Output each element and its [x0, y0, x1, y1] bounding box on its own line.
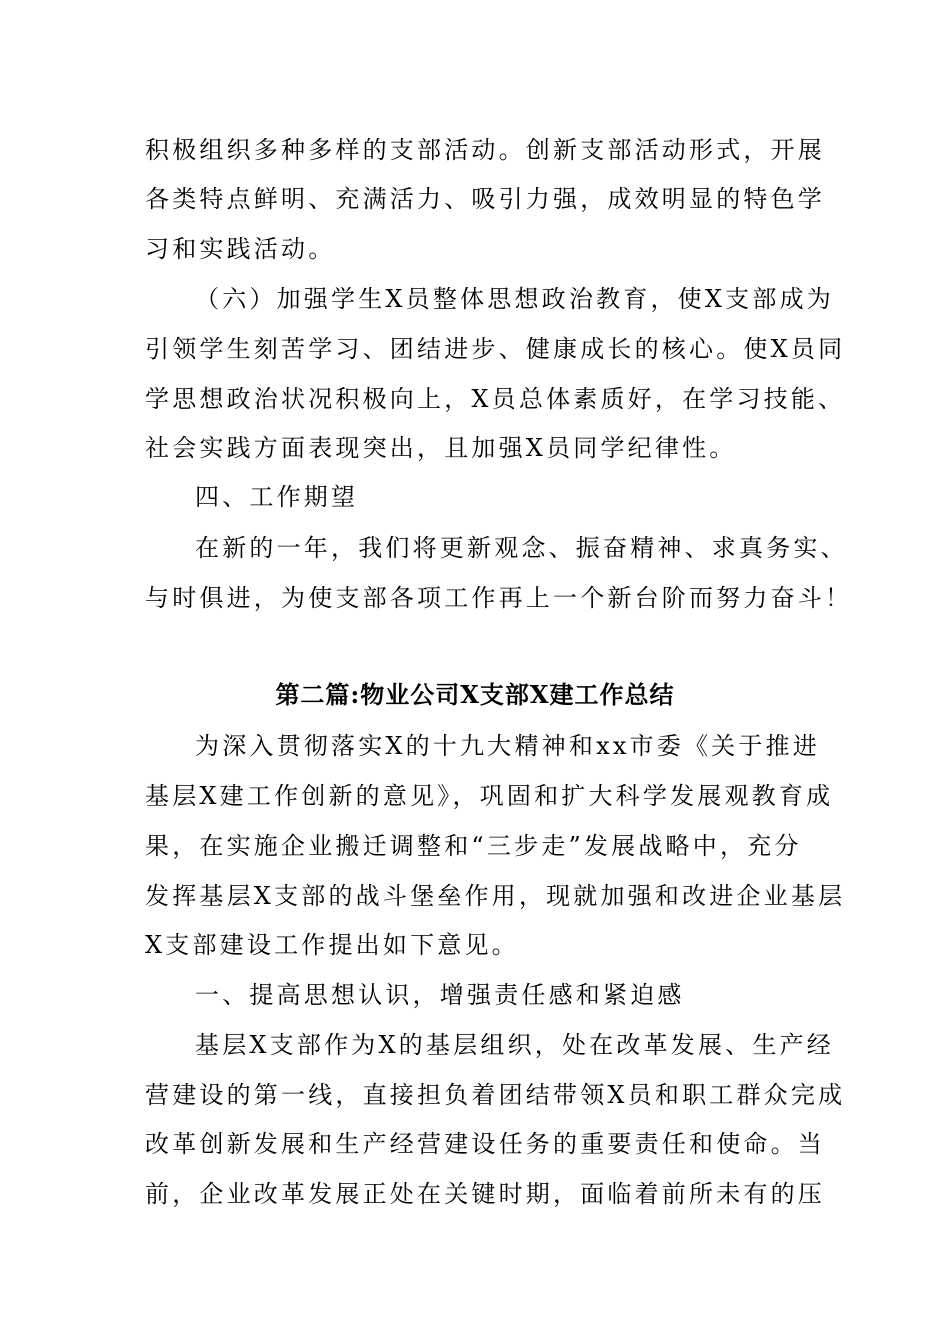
paragraph-line: 前，企业改革发展正处在关键时期，面临着前所未有的压: [145, 1180, 825, 1208]
paragraph-line: 改革创新发展和生产经营建设任务的重要责任和使命。当: [145, 1130, 825, 1158]
paragraph-line: 引领学生刻苦学习、团结进步、健康成长的核心。使X员同: [145, 335, 846, 363]
paragraph-line: 果，在实施企业搬迁调整和“三步走”发展战略中，充分: [145, 832, 802, 860]
paragraph-line: 发挥基层X支部的战斗堡垒作用，现就加强和改进企业基层: [145, 882, 846, 910]
section-heading: 一、提高思想认识，增强责任感和紧迫感: [195, 981, 685, 1009]
paragraph-line: 习和实践活动。: [145, 235, 336, 263]
paragraph-line: （六）加强学生X员整体思想政治教育，使X支部成为: [195, 285, 834, 313]
paragraph-line: 营建设的第一线，直接担负着团结带领X员和职工群众完成: [145, 1081, 846, 1109]
paragraph-line: 学思想政治状况积极向上，X员总体素质好，在学习技能、: [145, 385, 846, 413]
paragraph-line: X支部建设工作提出如下意见。: [145, 931, 519, 959]
section-title: 第二篇:物业公司X支部X建工作总结: [275, 680, 675, 709]
paragraph-line: 社会实践方面表现突出，且加强X员同学纪律性。: [145, 434, 737, 462]
paragraph-line: 各类特点鲜明、充满活力、吸引力强，成效明显的特色学: [145, 185, 825, 213]
paragraph-line: 基层X支部作为X的基层组织，处在改革发展、生产经: [195, 1031, 834, 1059]
paragraph-line: 与时俱进，为使支部各项工作再上一个新台阶而努力奋斗！: [145, 584, 853, 612]
paragraph-line: 在新的一年，我们将更新观念、振奋精神、求真务实、: [195, 534, 848, 562]
paragraph-line: 积极组织多种多样的支部活动。创新支部活动形式，开展: [145, 136, 825, 164]
section-heading: 四、工作期望: [195, 483, 359, 511]
paragraph-line: 为深入贯彻落实X的十九大精神和xx市委《关于推进: [195, 732, 820, 760]
paragraph-line: 基层X建工作创新的意见》，巩固和扩大科学发展观教育成: [145, 782, 834, 810]
